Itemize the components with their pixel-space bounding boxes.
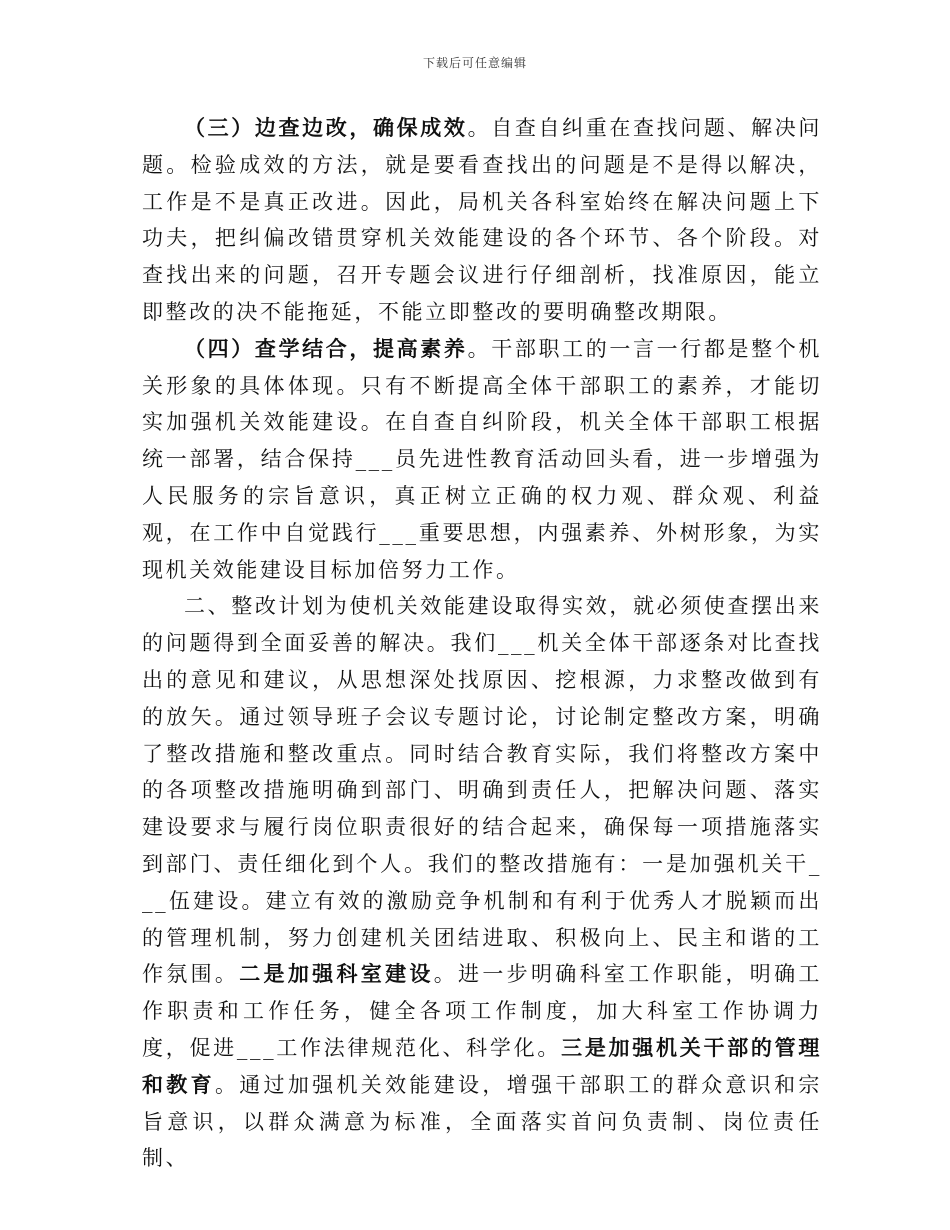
plan-text-1: 二、整改计划为使机关效能建设取得实效，就必须使查摆出来的问题得到全面妥善的解决。我们___机关全体干部逐条对比查找出的意见和建议，从思想深处找原因、挖根源，力求整改做到有的放矢。通过领导班子会议专题讨论，讨论制定整改方案，明确了整改措施和整改重点。同时结合教育实际，我们将整改方案中的各项整改措施明确到部门、明确到责任人，把解决问题、落实建设要求与履行岗位职责很好的结合起来，确保每一项措施落实到部门、责任细化到个人。我们的整改措施有：一是加强机关干___伍建设。建立有效的激励竞争机制和有利于优秀人才脱颖而出的管理机制，努力创建机关团结进取、积极向上、民主和谐的工作氛围。	[142, 594, 822, 987]
plan-text-3: 。通过加强机关效能建设，增强干部职工的群众意识和宗旨意识，以群众满意为标准，全面落实首问负责制、岗位责任制、	[142, 1072, 822, 1171]
paragraph-4	[142, 331, 822, 589]
page-header: 下载后可任意编辑	[422, 56, 527, 70]
paragraph-4-text: 。干部职工的一言一行都是整个机关形象的具体体现。只有不断提高全体干部职工的素养，才能切实加强机关效能建设。在自查自纠阶段，机关全体干部职工根据统一部署，结合保持___员先进性教育活动回头看，进一步增强为人民服务的宗旨意识，真正树立正确的权力观、群众观、利益观，在工作中自觉践行___重要思想，内强素养、外树形象，为实现机关效能建设目标加倍努力工作。	[142, 336, 823, 582]
plan-bold-2: 三是加强机关干部的管理和教育	[142, 1034, 822, 1097]
paragraph-rectification-plan	[142, 588, 822, 1177]
document-body	[142, 110, 822, 1177]
paragraph-4-heading: （四）查学结合，提高素养	[184, 335, 468, 361]
paragraph-3-text: 。自查自纠重在查找问题、解决问题。检验成效的方法，就是要看查找出的问题是不是得以解决，工作是不是真正改进。因此，局机关各科室始终在解决问题上下功夫，把纠偏改错贯穿机关效能建设的各个环节、各个阶段。对查找出来的问题，召开专题会议进行仔细剖析，找准原因，能立即整改的决不能拖延，不能立即整改的要明确整改期限。	[142, 116, 823, 324]
plan-bold-1: 二是加强科室建设	[239, 961, 434, 987]
paragraph-3	[142, 110, 822, 331]
paragraph-3-heading: （三）边查边改，确保成效	[184, 115, 468, 140]
plan-text-2: 。进一步明确科室工作职能，明确工作职责和工作任务，健全各项工作制度，加大科室工作协调力度，促进___工作法律规范化、科学化。	[142, 962, 822, 1060]
